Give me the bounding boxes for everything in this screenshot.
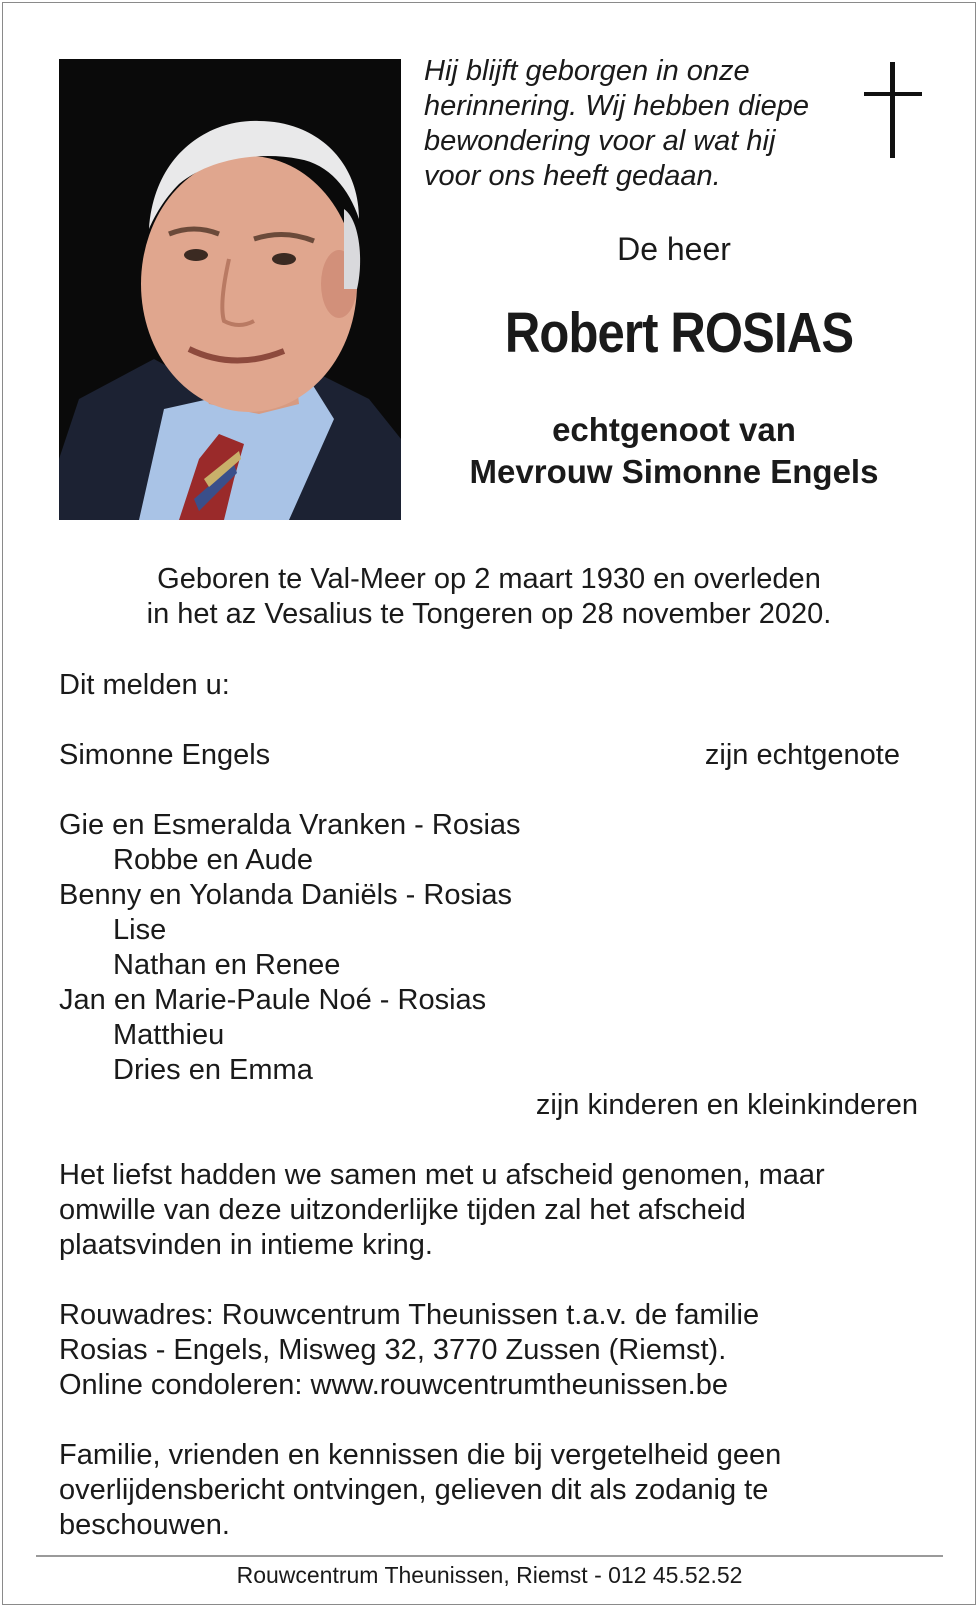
deceased-name: Robert ROSIAS (504, 301, 854, 365)
paragraph-line: Online condoleren: www.rouwcentrumtheunissen.be (59, 1369, 728, 1401)
birth-death-statement (59, 562, 919, 632)
paragraph-line: overlijdensbericht ontvingen, gelieven dit als zodanig te (59, 1474, 769, 1506)
paragraph-line: Rosias - Engels, Misweg 32, 3770 Zussen (Riemst). (59, 1334, 727, 1366)
children-role: zijn kinderen en kleinkinderen (535, 1089, 918, 1121)
address-paragraph (59, 1298, 939, 1403)
child-family: Gie en Esmeralda Vranken - Rosias (59, 809, 521, 841)
memorial-quote (424, 54, 854, 194)
wife-name: Simonne Engels (59, 739, 271, 771)
paragraph-line: Familie, vrienden en kennissen die bij vergetelheid geen (59, 1439, 782, 1471)
birth-line: Geboren te Val-Meer op 2 maart 1930 en overleden (157, 563, 821, 595)
paragraph-line: omwille van deze uitzonderlijke tijden zal het afscheid (59, 1194, 746, 1226)
child-family: Jan en Marie-Paule Noé - Rosias (59, 984, 487, 1016)
quote-line: bewondering voor al wat hij (424, 125, 776, 157)
salutation: De heer (617, 231, 731, 267)
paragraph-line: Het liefst hadden we samen met u afscheid genomen, maar (59, 1159, 825, 1191)
grandchildren: Robbe en Aude (113, 844, 313, 876)
spouse-relation: echtgenoot van (552, 411, 796, 448)
intro-text: Dit melden u: (59, 669, 230, 701)
paragraph-line: plaatsvinden in intieme kring. (59, 1229, 433, 1261)
quote-line: Hij blijft geborgen in onze (424, 55, 750, 87)
farewell-paragraph (59, 1158, 939, 1263)
grandchildren: Dries en Emma (113, 1054, 313, 1086)
child-family: Benny en Yolanda Daniëls - Rosias (59, 879, 513, 911)
paragraph-line: Rouwadres: Rouwcentrum Theunissen t.a.v. de familie (59, 1299, 760, 1331)
latin-cross-icon (864, 62, 922, 158)
grandchildren: Lise (113, 914, 167, 946)
paragraph-line: beschouwen. (59, 1509, 230, 1541)
grandchildren: Matthieu (113, 1019, 225, 1051)
quote-line: herinnering. Wij hebben diepe (424, 90, 810, 122)
spouse-name: Mevrouw Simonne Engels (469, 453, 879, 490)
portrait-photo (59, 59, 401, 520)
notice-paragraph (59, 1438, 939, 1543)
spouse-line (424, 409, 924, 493)
quote-line: voor ons heeft gedaan. (424, 160, 721, 192)
grandchildren: Nathan en Renee (113, 949, 341, 981)
footer-divider (36, 1555, 943, 1557)
footer-text: Rouwcentrum Theunissen, Riemst - 012 45.52.52 (236, 1562, 743, 1588)
wife-role: zijn echtgenote (704, 739, 900, 771)
death-line: in het az Vesalius te Tongeren op 28 november 2020. (146, 598, 832, 630)
